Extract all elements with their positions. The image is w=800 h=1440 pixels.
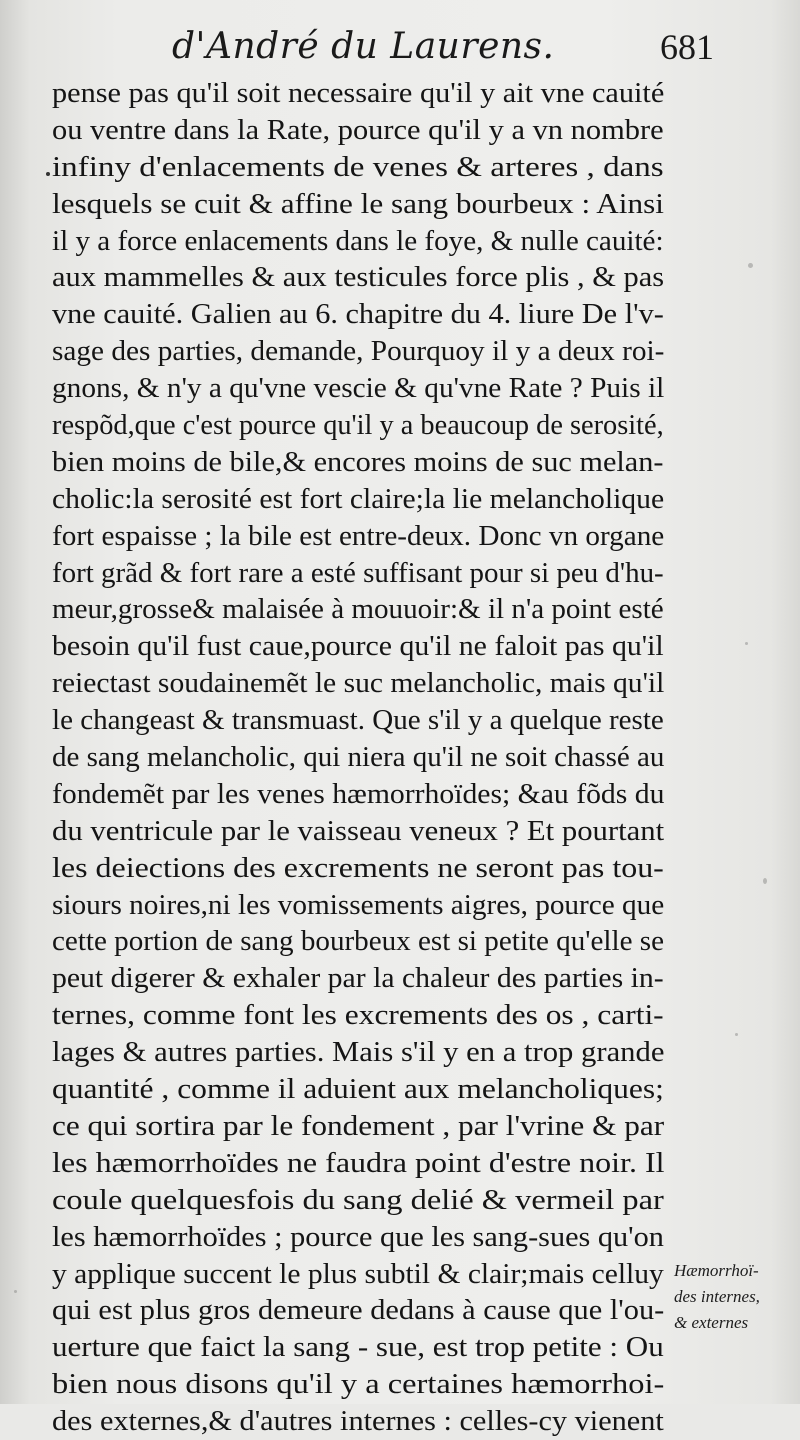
text-line: de sang melancholic, qui niera qu'il ne soit chassé au: [52, 741, 665, 774]
text-line: les deiections des excrements ne seront pas tou-: [52, 851, 664, 884]
margin-note-line: Hæmorrhoï-: [674, 1261, 759, 1280]
margin-note-line: & externes: [674, 1313, 749, 1332]
ink-speck: [735, 1033, 738, 1036]
text-line: meur,grosse& malaisée à mouuoir:& il n'a point esté: [52, 593, 664, 626]
text-line: les hæmorrhoïdes ; pource que les sang-sues qu'on: [52, 1220, 664, 1253]
text-line: lages & autres parties. Mais s'il y en a trop grande: [52, 1036, 665, 1069]
ink-speck: [748, 263, 753, 268]
text-line: y applique succent le plus subtil & clair;mais celluy: [52, 1257, 664, 1290]
text-line: reiectast soudainemẽt le suc melancholic, mais qu'il: [52, 667, 665, 700]
text-line: vne cauité. Galien au 6. chapitre du 4. liure De l'v-: [52, 298, 664, 331]
text-line: cette portion de sang bourbeux est si petite qu'elle se: [52, 925, 665, 958]
text-line: aux mammelles & aux testicules force plis , & pas: [52, 261, 665, 294]
margin-note-line: des internes,: [674, 1287, 760, 1306]
text-line: ou ventre dans la Rate, pource qu'il y a vn nombre: [52, 113, 664, 146]
text-line: qui est plus gros demeure dedans à cause que l'ou-: [52, 1294, 665, 1327]
text-line: infiny d'enlacements de venes & arteres , dans: [52, 150, 664, 183]
ink-speck: [745, 642, 748, 645]
ink-speck: [14, 1290, 17, 1293]
text-line: des externes,& d'autres internes : celles-cy vienent: [52, 1405, 664, 1438]
ink-speck: [763, 878, 767, 884]
text-line: respõd,que c'est pource qu'il y a beaucoup de serosité,: [52, 409, 664, 442]
text-line: fondemẽt par les venes hæmorrhoïdes; &au fõds du: [52, 777, 665, 810]
text-line: les hæmorrhoïdes ne faudra point d'estre noir. Il: [52, 1146, 665, 1179]
margin-note: [674, 1258, 798, 1336]
text-line: cholic:la serosité est fort claire;la lie melancholique: [52, 482, 665, 515]
text-line: il y a force enlacements dans le foye, & nulle cauité:: [52, 224, 664, 257]
margin-dot: [46, 172, 50, 176]
text-line: peut digerer & exhaler par la chaleur des parties in-: [52, 962, 664, 995]
text-line: siours noires,ni les vomissements aigres, pource que: [52, 888, 665, 921]
text-line: du ventricule par le vaisseau veneux ? Et pourtant: [52, 814, 665, 847]
text-line: fort grãd & fort rare a esté suffisant pour si peu d'hu-: [52, 556, 664, 589]
text-line: fort espaisse ; la bile est entre-deux. Donc vn organe: [52, 519, 665, 552]
text-line: ce qui sortira par le fondement , par l'vrine & par: [52, 1109, 665, 1142]
text-line: bien moins de bile,& encores moins de suc melan-: [52, 445, 664, 478]
page-number: 681: [660, 27, 714, 67]
text-line: ternes, comme font les excrements des os , carti-: [52, 999, 664, 1032]
text-line: le changeast & transmuast. Que s'il y a quelque reste: [52, 704, 664, 737]
text-line: coule quelquesfois du sang delié & vermeil par: [52, 1183, 664, 1216]
body-text: [52, 75, 664, 1440]
text-line: pense pas qu'il soit necessaire qu'il y ait vne cauité: [52, 77, 665, 109]
text-line: lesquels se cuit & affine le sang bourbeux : Ainsi: [52, 187, 664, 220]
text-line: sage des parties, demande, Pourquoy il y a deux roi-: [52, 335, 665, 368]
text-line: uerture que faict la sang - sue, est trop petite : Ou: [52, 1331, 664, 1364]
text-line: besoin qu'il fust caue,pource qu'il ne faloit pas qu'il: [52, 630, 664, 663]
text-line: quantité , comme il aduient aux melancholiques;: [52, 1073, 664, 1106]
text-line: gnons, & n'y a qu'vne vescie & qu'vne Rate ? Puis il: [52, 372, 665, 405]
text-line: bien nous disons qu'il y a certaines hæmorrhoi-: [52, 1368, 665, 1401]
running-head: d'André du Laurens.: [172, 26, 555, 67]
